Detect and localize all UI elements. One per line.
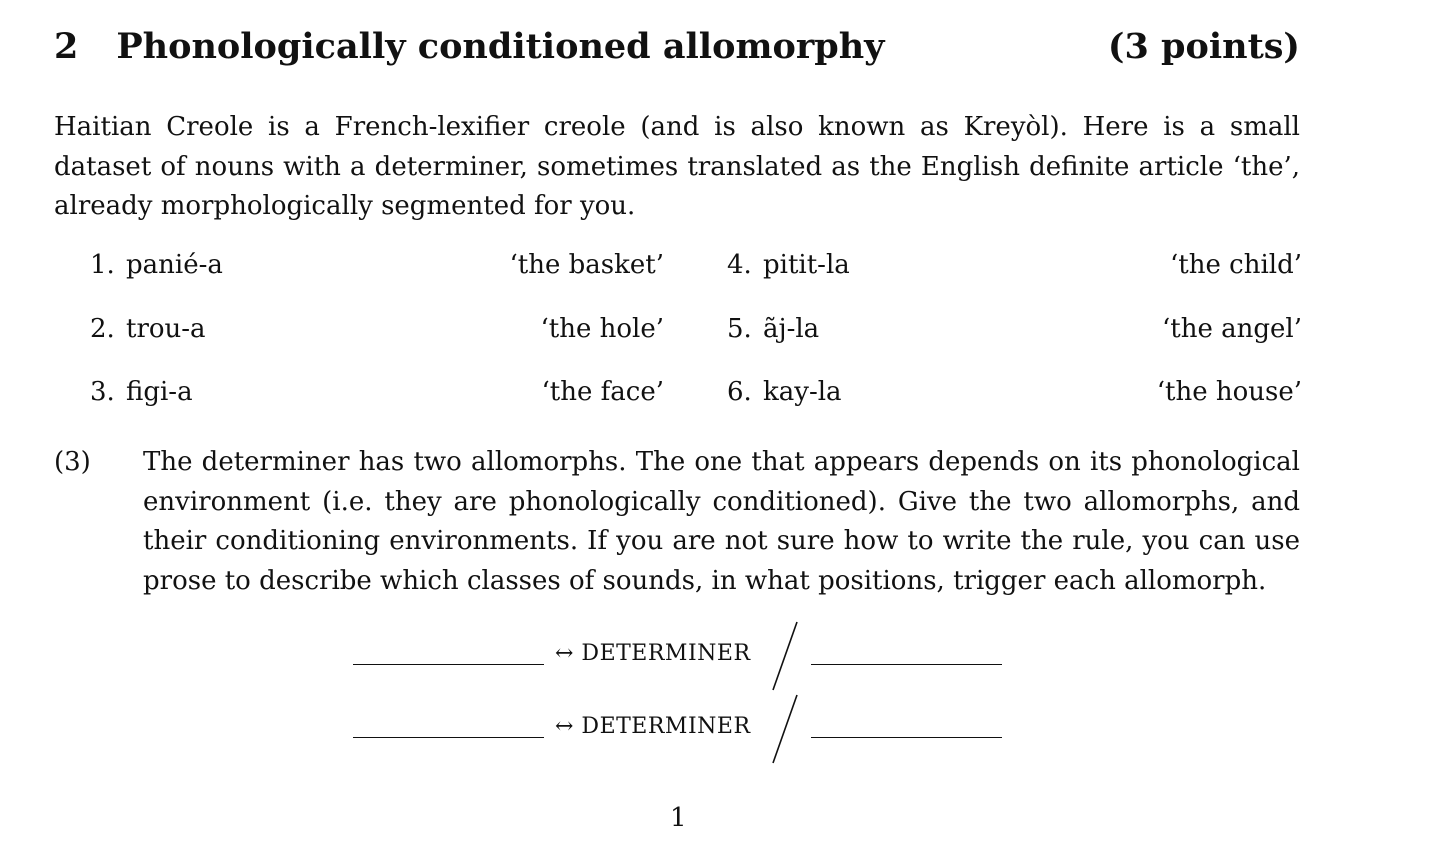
example-form: figi-a [126, 377, 193, 407]
example-gloss: ‘the hole’ [540, 313, 664, 344]
section-points: (3 points) [1107, 26, 1300, 67]
example-form: pitit-la [763, 250, 850, 280]
example-number: 4. [727, 250, 752, 280]
section-number: 2 [54, 26, 79, 67]
example-gloss: ‘the child’ [1170, 250, 1302, 280]
example-number: 3. [90, 377, 115, 407]
rule-label: ↔ DETERMINER [555, 641, 751, 666]
environment-slash-icon [771, 620, 801, 692]
example-form: panié-a [126, 250, 223, 280]
example-number: 2. [90, 313, 115, 344]
environment-slash-icon [771, 693, 801, 765]
example-number: 1. [90, 250, 115, 280]
example-form: trou-a [126, 313, 206, 344]
example-item [90, 314, 664, 344]
example-item [727, 377, 1302, 407]
examples-row [90, 250, 1302, 314]
question-block [54, 443, 1300, 601]
example-form: kay-la [763, 377, 842, 407]
example-gloss: ‘the basket’ [509, 250, 664, 280]
environment-answer-blank[interactable] [811, 664, 1002, 665]
example-item [727, 314, 1302, 344]
example-gloss: ‘the face’ [541, 377, 664, 407]
intro-paragraph: Haitian Creole is a French-lexifier creole (and is also known as Kreyòl). Here is a small dataset of nouns with a determiner, sometimes translated as the English definite article ‘the’, already morphologically segmented for you. [54, 112, 1300, 221]
section-heading [54, 26, 1300, 67]
example-number: 5. [727, 313, 752, 344]
page-number: 1 [670, 803, 687, 833]
section-title: Phonologically conditioned allomorphy [116, 26, 885, 67]
allomorph-answer-blank[interactable] [353, 664, 544, 665]
question-number: (3) [54, 447, 91, 477]
rule-label: ↔ DETERMINER [555, 714, 751, 739]
example-form: ãj-la [763, 313, 820, 344]
examples-list [90, 250, 1302, 441]
example-gloss: ‘the angel’ [1162, 313, 1302, 344]
allomorph-rule-2 [353, 693, 1003, 765]
question-text: The determiner has two allomorphs. The one that appears depends on its phonological environment (i.e. they are phonologically conditioned). Give the two allomorphs, and their conditioning environments. If you are not sure how to write the rule, you can use prose to describe which classes of sounds, in what positions, trigger each allomorph. [143, 447, 1300, 596]
example-number: 6. [727, 377, 752, 407]
environment-answer-blank[interactable] [811, 737, 1002, 738]
example-item [90, 250, 664, 280]
allomorph-answer-blank[interactable] [353, 737, 544, 738]
example-gloss: ‘the house’ [1156, 377, 1302, 407]
examples-row [90, 377, 1302, 441]
allomorph-rule-1 [353, 620, 1003, 692]
example-item [90, 377, 664, 407]
section-heading-left [54, 26, 885, 67]
example-item [727, 250, 1302, 280]
examples-row [90, 314, 1302, 378]
